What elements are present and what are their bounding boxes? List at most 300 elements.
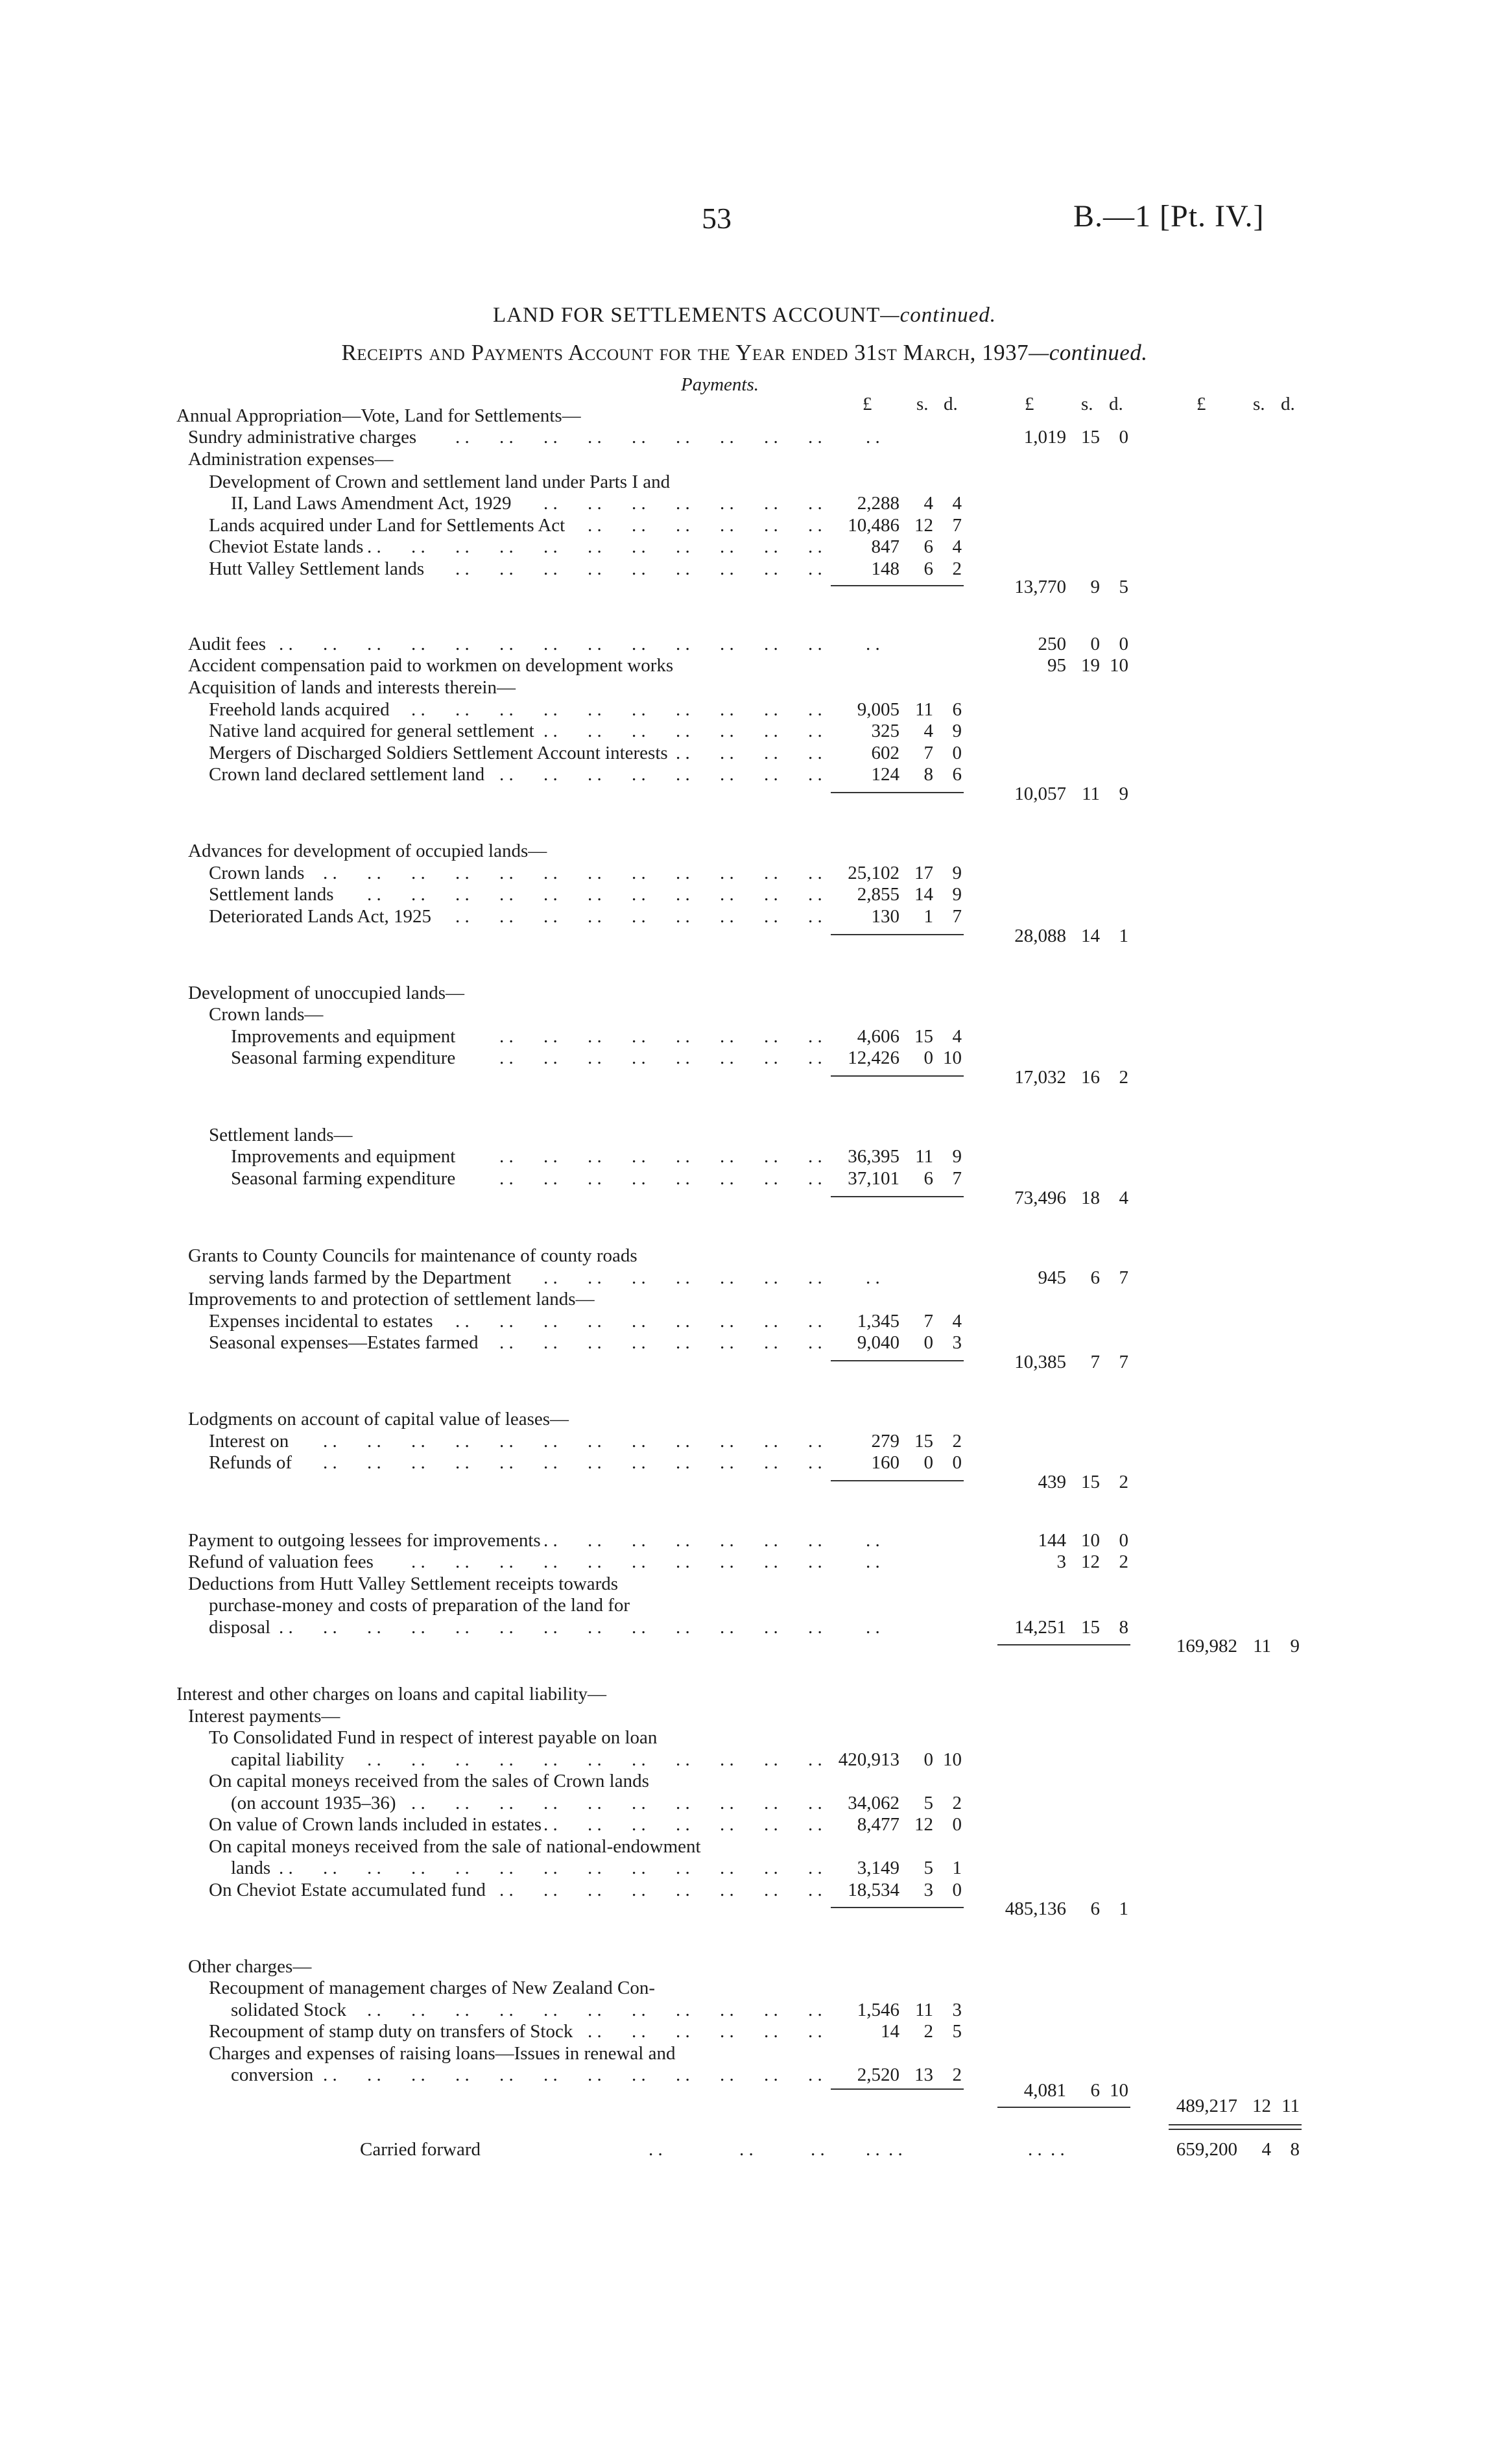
dot-leader: . . [676, 764, 690, 785]
dot-leader: . . [632, 699, 646, 720]
ledger-row [0, 2139, 1489, 2165]
amount-c2 [969, 1530, 1128, 1551]
amount-c2 [969, 1472, 1128, 1493]
dot-leader: . . [676, 721, 690, 741]
pence-value: 7 [952, 906, 962, 927]
dot-leader: . . [632, 1858, 646, 1878]
row-label: capital liability [231, 1749, 344, 1770]
dot-leader: . . [632, 1431, 646, 1452]
shillings-value: 15 [1081, 427, 1100, 448]
dot-leader: . . [499, 1146, 514, 1167]
subtitle-continued: —continued. [1029, 340, 1148, 365]
dot-leader: . . [632, 1332, 646, 1353]
dot-leader: . . [764, 536, 778, 557]
pounds-value: 602 [871, 743, 899, 763]
shillings-value: 5 [923, 1793, 933, 1813]
dot-leader: . . [543, 536, 558, 557]
pence-value: 3 [952, 2000, 962, 2020]
dot-leader: . . [588, 1793, 602, 1813]
shillings-value: 5 [923, 1858, 933, 1878]
dot-leader: . . [720, 536, 734, 557]
ledger-row [0, 926, 1489, 951]
shillings-value: 4 [923, 493, 933, 514]
dot-leader: . . [764, 721, 778, 741]
dot-leader: . . [632, 1814, 646, 1835]
dot-leader: . . [543, 1431, 558, 1452]
pounds-value: 12,426 [848, 1047, 899, 1068]
pounds-value: 847 [871, 536, 899, 557]
amount-c1 [802, 1311, 962, 1332]
dot-leader: . . [764, 1858, 778, 1878]
dot-leader: . . [499, 1551, 514, 1572]
shillings-value: 10 [1081, 1530, 1100, 1551]
pence-value: 2 [952, 1431, 962, 1452]
pounds-value: 279 [871, 1431, 899, 1452]
amount-c1 [802, 1146, 962, 1167]
pence-value: 4 [1119, 1188, 1128, 1208]
amount-c1 [802, 764, 962, 785]
dot-leader: . . [720, 906, 734, 927]
dot-leader: . . [323, 1452, 337, 1473]
shillings-value: 4 [923, 721, 933, 741]
dot-leader: . . [720, 1814, 734, 1835]
pounds-value: 2,520 [857, 2064, 899, 2085]
dot-leader: . . [499, 536, 514, 557]
dot-leader: . . [588, 1047, 602, 1068]
amount-c1 [802, 2021, 962, 2042]
dot-leader: . . [632, 493, 646, 514]
row-label: Seasonal expenses—Estates farmed [209, 1332, 479, 1353]
amount-c1 [802, 863, 962, 884]
total-rule [831, 792, 964, 793]
dot-leader: . . [543, 1452, 558, 1473]
pounds-value: 10,385 [1014, 1352, 1066, 1372]
shillings-value: 6 [1090, 2080, 1100, 2101]
row-label: Interest on [209, 1431, 289, 1452]
dot-leader: . . [676, 1452, 690, 1473]
dot-leader: . . [411, 1749, 425, 1770]
dot-leader: . . [808, 1047, 822, 1068]
total-rule [831, 1075, 964, 1077]
dot-leader: . . [588, 2021, 602, 2042]
pence-value: 7 [1119, 1267, 1128, 1288]
dot-leader: . . [808, 1267, 822, 1288]
dot-leader: . . [888, 2139, 903, 2160]
pence-value: 9 [1290, 1636, 1300, 1657]
ledger-row [0, 449, 1489, 475]
dot-leader: . . [808, 721, 822, 741]
dot-leader: . . [676, 1551, 690, 1572]
amount-c2 [969, 634, 1128, 655]
dot-leader: . . [543, 634, 558, 654]
row-label: Seasonal farming expenditure [231, 1047, 456, 1068]
dot-leader: . . [808, 493, 822, 514]
row-label: Lands acquired under Land for Settlements Act [209, 515, 566, 536]
pence-value: 10 [943, 1047, 962, 1068]
dot-leader: . . [588, 2000, 602, 2020]
total-rule [997, 2107, 1130, 2108]
pence-value: 4 [952, 493, 962, 514]
ledger-row [0, 1636, 1489, 1662]
dot-leader: . . [720, 1047, 734, 1068]
pence-value: 10 [1110, 655, 1128, 676]
dot-leader: . . [323, 634, 337, 654]
dot-leader: . . [764, 493, 778, 514]
dot-leader: . . [455, 2000, 470, 2020]
dot-leader: . . [455, 536, 470, 557]
amount-c1 [802, 884, 962, 905]
dot-leader: . . [588, 1431, 602, 1452]
dot-leader: . . [808, 764, 822, 785]
amount-c1 [802, 699, 962, 721]
col3-shillings-header: s. [1253, 394, 1265, 414]
amount-c1 [802, 743, 962, 764]
dot-leader: . . [543, 1814, 558, 1835]
page-number: 53 [702, 202, 732, 235]
pounds-value: 489,217 [1176, 2096, 1237, 2116]
pounds-value: 124 [871, 764, 899, 785]
dot-leader: . . [764, 427, 778, 448]
dot-leader: . . [676, 1814, 690, 1835]
pounds-value: 13,770 [1014, 577, 1066, 597]
row-label: Charges and expenses of raising loans—Issues in renewal and [209, 2043, 676, 2064]
pounds-value: 9,040 [857, 1332, 899, 1353]
dot-leader: . . [720, 1146, 734, 1167]
dot-leader: . . [676, 2064, 690, 2085]
dot-leader: . . [632, 863, 646, 883]
row-label: Deductions from Hutt Valley Settlement receipts towards [188, 1573, 619, 1594]
nil-dots: . . [866, 2139, 880, 2160]
shillings-value: 15 [914, 1026, 933, 1047]
row-label: purchase-money and costs of preparation of the land for [209, 1595, 630, 1616]
row-label: Acquisition of lands and interests therein— [188, 677, 516, 698]
dot-leader: . . [808, 863, 822, 883]
dot-leader: . . [676, 884, 690, 905]
pounds-value: 10,486 [848, 515, 899, 536]
amount-c1 [802, 1168, 962, 1190]
amount-c1 [802, 536, 962, 558]
total-rule [831, 1907, 964, 1908]
dot-leader: . . [588, 1026, 602, 1047]
dot-leader: . . [499, 1168, 514, 1189]
dot-leader: . . [499, 1311, 514, 1332]
dot-leader: . . [764, 1146, 778, 1167]
amount-c1 [802, 906, 962, 927]
shillings-value: 6 [1090, 1267, 1100, 1288]
dot-leader: . . [543, 2000, 558, 2020]
dot-leader: . . [411, 1793, 425, 1813]
row-label: Recoupment of stamp duty on transfers of Stock [209, 2021, 573, 2042]
dot-leader: . . [764, 2021, 778, 2042]
dot-leader: . . [632, 1880, 646, 1900]
row-label: Crown land declared settlement land [209, 764, 485, 785]
pounds-value: 4,606 [857, 1026, 899, 1047]
pence-value: 0 [1119, 634, 1128, 654]
row-label: Refund of valuation fees [188, 1551, 374, 1572]
pounds-value: 3,149 [857, 1858, 899, 1878]
dot-leader: . . [543, 1617, 558, 1638]
pence-value: 2 [1119, 1472, 1128, 1492]
col3-pounds-header: £ [1197, 394, 1206, 414]
pounds-value: 420,913 [838, 1749, 899, 1770]
dot-leader: . . [720, 764, 734, 785]
amount-c1 [802, 1431, 962, 1452]
dot-leader: . . [764, 1880, 778, 1900]
pounds-value: 130 [871, 906, 899, 927]
dot-leader: . . [588, 1530, 602, 1551]
pence-value: 9 [952, 721, 962, 741]
ledger-row [0, 577, 1489, 603]
amount-c2 [969, 1551, 1128, 1573]
row-label: Seasonal farming expenditure [231, 1168, 456, 1189]
dot-leader: . . [764, 1793, 778, 1813]
dot-leader: . . [499, 1617, 514, 1638]
dot-leader: . . [676, 1047, 690, 1068]
dot-leader: . . [808, 634, 822, 654]
pence-value: 0 [952, 1452, 962, 1473]
dot-leader: . . [676, 493, 690, 514]
dot-leader: . . [455, 427, 470, 448]
dot-leader: . . [676, 1311, 690, 1332]
pounds-value: 1,546 [857, 2000, 899, 2020]
pounds-value: 37,101 [848, 1168, 899, 1189]
dot-leader: . . [499, 699, 514, 720]
row-label: On value of Crown lands included in estates [209, 1814, 542, 1835]
dot-leader: . . [499, 906, 514, 927]
dot-leader: . . [588, 536, 602, 557]
pence-value: 2 [1119, 1551, 1128, 1572]
dot-leader: . . [808, 1880, 822, 1900]
row-label: Sundry administrative charges [188, 427, 417, 448]
dot-leader: . . [808, 1332, 822, 1353]
dot-leader: . . [676, 863, 690, 883]
dot-leader: . . [543, 1551, 558, 1572]
dot-leader: . . [720, 1793, 734, 1813]
dot-leader: . . [720, 493, 734, 514]
dot-leader: . . [632, 2000, 646, 2020]
dot-leader: . . [808, 2000, 822, 2020]
ledger-row [0, 1067, 1489, 1093]
dot-leader: . . [411, 2064, 425, 2085]
dot-leader: . . [455, 1452, 470, 1473]
dot-leader: . . [720, 2021, 734, 2042]
pence-value: 2 [952, 558, 962, 579]
dot-leader: . . [411, 536, 425, 557]
dot-leader: . . [279, 1617, 293, 1638]
row-label: Grants to County Councils for maintenance of county roads [188, 1245, 637, 1266]
pounds-value: 4,081 [1023, 2080, 1066, 2101]
shillings-value: 11 [915, 2000, 933, 2020]
pence-value: 7 [952, 1168, 962, 1189]
dot-leader: . . [543, 1047, 558, 1068]
shillings-value: 7 [1090, 1352, 1100, 1372]
row-label: conversion [231, 2064, 314, 2085]
dot-leader: . . [808, 699, 822, 720]
shillings-value: 15 [914, 1431, 933, 1452]
dot-leader: . . [764, 1551, 778, 1572]
pence-value: 0 [952, 1814, 962, 1835]
dot-leader: . . [367, 884, 381, 905]
pounds-value: 1,345 [857, 1311, 899, 1332]
dot-leader: . . [588, 1749, 602, 1770]
dot-leader: . . [543, 1530, 558, 1551]
dot-leader: . . [720, 1858, 734, 1878]
pence-value: 9 [952, 884, 962, 905]
amount-c2 [969, 1188, 1128, 1209]
dot-leader: . . [676, 1858, 690, 1878]
pounds-value: 14,251 [1014, 1617, 1066, 1638]
pounds-value: 95 [1047, 655, 1066, 676]
amount-c3 [1140, 2096, 1300, 2117]
dot-leader: . . [543, 1168, 558, 1189]
dot-leader: . . [632, 1749, 646, 1770]
dot-leader: . . [632, 1168, 646, 1189]
dot-leader: . . [808, 1431, 822, 1452]
dot-leader: . . [279, 1858, 293, 1878]
dot-leader: . . [455, 558, 470, 579]
dot-leader: . . [808, 558, 822, 579]
pounds-value: 18,534 [848, 1880, 899, 1900]
total-rule [831, 1196, 964, 1197]
dot-leader: . . [764, 863, 778, 883]
shillings-value: 19 [1081, 655, 1100, 676]
shillings-value: 12 [1252, 2096, 1271, 2116]
title-continued: —continued. [880, 304, 996, 327]
amount-c1 [802, 515, 962, 536]
pence-value: 10 [1110, 2080, 1128, 2101]
shillings-value: 3 [923, 1880, 933, 1900]
dot-leader: . . [676, 1026, 690, 1047]
row-label: Lodgments on account of capital value of leases— [188, 1409, 569, 1429]
row-label: disposal [209, 1617, 271, 1638]
total-rule [831, 1480, 964, 1481]
dot-leader: . . [323, 1858, 337, 1878]
pence-value: 5 [952, 2021, 962, 2042]
dot-leader: . . [367, 1858, 381, 1878]
row-label: On Cheviot Estate accumulated fund [209, 1880, 486, 1900]
pence-value: 6 [952, 764, 962, 785]
pence-value: 8 [1119, 1617, 1128, 1638]
dot-leader: . . [720, 634, 734, 654]
nil-dots: . . [866, 1551, 880, 1572]
row-label: Cheviot Estate lands [209, 536, 364, 557]
dot-leader: . . [543, 884, 558, 905]
dot-leader: . . [764, 1332, 778, 1353]
dot-leader: . . [499, 884, 514, 905]
row-label: lands [231, 1858, 271, 1878]
pounds-value: 14 [881, 2021, 899, 2042]
dot-leader: . . [411, 1452, 425, 1473]
dot-leader: . . [367, 2064, 381, 2085]
row-label: Payment to outgoing lessees for improvements [188, 1530, 541, 1551]
row-label: Native land acquired for general settlement [209, 721, 534, 741]
dot-leader: . . [367, 1452, 381, 1473]
nil-dots: . . [866, 634, 880, 654]
dot-leader: . . [499, 1047, 514, 1068]
row-label: Annual Appropriation—Vote, Land for Settlements— [176, 405, 581, 426]
pence-value: 7 [1119, 1352, 1128, 1372]
double-total-rule [1169, 2124, 1302, 2130]
dot-leader: . . [808, 2021, 822, 2042]
total-rule [831, 585, 964, 586]
pence-value: 0 [952, 1880, 962, 1900]
col3-pence-header: d. [1281, 394, 1295, 414]
dot-leader: . . [588, 1168, 602, 1189]
pounds-value: 36,395 [848, 1146, 899, 1167]
dot-leader: . . [764, 906, 778, 927]
dot-leader: . . [676, 558, 690, 579]
dot-leader: . . [455, 1551, 470, 1572]
shillings-value: 14 [914, 884, 933, 905]
dot-leader: . . [632, 536, 646, 557]
col2-shillings-header: s. [1081, 394, 1093, 414]
amount-c1 [802, 1332, 962, 1354]
row-label: Refunds of [209, 1452, 292, 1473]
pence-value: 0 [1119, 1530, 1128, 1551]
amount-c2 [969, 1267, 1128, 1289]
dot-leader: . . [588, 1146, 602, 1167]
section-label: Payments. [681, 374, 759, 395]
dot-leader: . . [588, 1332, 602, 1353]
dot-leader: . . [764, 558, 778, 579]
pence-value: 1 [952, 1858, 962, 1878]
dot-leader: . . [808, 906, 822, 927]
dot-leader: . . [499, 558, 514, 579]
dot-leader: . . [676, 1880, 690, 1900]
shillings-value: 0 [1090, 634, 1100, 654]
amount-c2 [969, 577, 1128, 598]
dot-leader: . . [588, 634, 602, 654]
pence-value: 5 [1119, 577, 1128, 597]
dot-leader: . . [720, 1617, 734, 1638]
row-label: Development of Crown and settlement land under Parts I and [209, 472, 671, 492]
amount-c2 [969, 1067, 1128, 1088]
dot-leader: . . [632, 634, 646, 654]
pounds-value: 325 [871, 721, 899, 741]
dot-leader: . . [720, 1530, 734, 1551]
dot-leader: . . [676, 536, 690, 557]
pounds-value: 8,477 [857, 1814, 899, 1835]
dot-leader: . . [720, 2064, 734, 2085]
dot-leader: . . [455, 1617, 470, 1638]
shillings-value: 12 [1081, 1551, 1100, 1572]
dot-leader: . . [720, 1311, 734, 1332]
shillings-value: 11 [1082, 783, 1100, 804]
shillings-value: 15 [1081, 1617, 1100, 1638]
dot-leader: . . [764, 1311, 778, 1332]
pence-value: 1 [1119, 926, 1128, 946]
pence-value: 0 [1119, 427, 1128, 448]
shillings-value: 18 [1081, 1188, 1100, 1208]
dot-leader: . . [720, 884, 734, 905]
dot-leader: . . [411, 1431, 425, 1452]
pounds-value: 144 [1038, 1530, 1066, 1551]
dot-leader: . . [632, 1530, 646, 1551]
dot-leader: . . [632, 1452, 646, 1473]
dot-leader: . . [676, 1146, 690, 1167]
dot-leader: . . [455, 1793, 470, 1813]
dot-leader: . . [499, 2064, 514, 2085]
dot-leader: . . [323, 1431, 337, 1452]
dot-leader: . . [588, 558, 602, 579]
amount-c1 [802, 721, 962, 742]
dot-leader: . . [808, 1311, 822, 1332]
dot-leader: . . [543, 764, 558, 785]
amount-c1 [802, 1858, 962, 1879]
dot-leader: . . [588, 2064, 602, 2085]
dot-leader: . . [764, 1168, 778, 1189]
pounds-value: 17,032 [1014, 1067, 1066, 1088]
